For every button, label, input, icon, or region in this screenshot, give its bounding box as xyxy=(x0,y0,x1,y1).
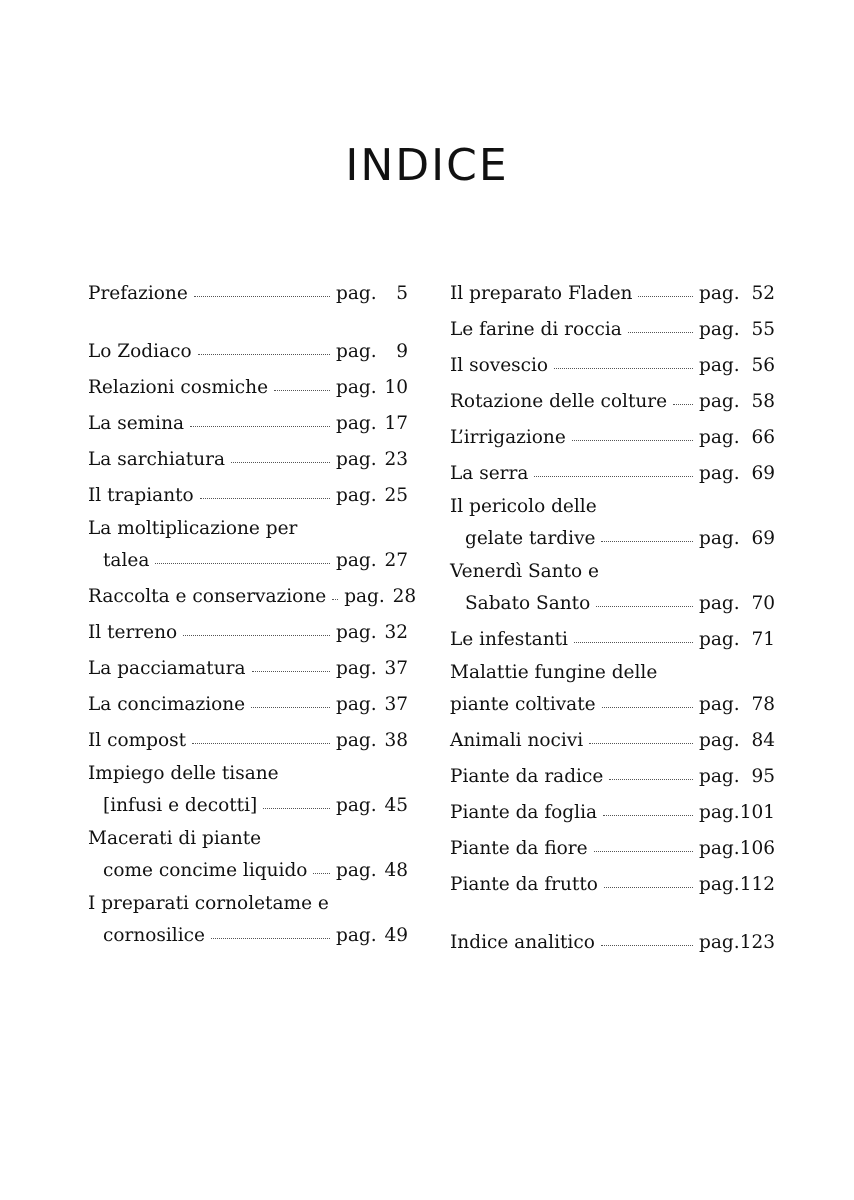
toc-entry xyxy=(450,312,775,348)
page-abbrev: pag. xyxy=(336,925,377,946)
page-abbrev: pag. xyxy=(699,528,740,549)
toc-entry xyxy=(88,370,408,406)
page-number: 45 xyxy=(384,795,408,816)
page-number: 69 xyxy=(751,463,775,484)
page-number: 55 xyxy=(751,319,775,340)
toc-entry-title: Indice analitico xyxy=(450,932,595,953)
dot-leader xyxy=(274,386,330,391)
dot-leader xyxy=(596,602,693,607)
toc-entry-title: La serra xyxy=(450,463,529,484)
toc-entry xyxy=(88,442,408,478)
toc-entry-title: Piante da foglia xyxy=(450,802,598,823)
dot-leader xyxy=(572,436,693,441)
toc-entry xyxy=(88,478,408,514)
toc-entry xyxy=(450,759,775,795)
dot-leader xyxy=(198,350,330,355)
page-abbrev: pag. xyxy=(699,932,740,953)
dot-leader xyxy=(263,804,330,809)
dot-leader xyxy=(603,811,693,816)
dot-leader xyxy=(601,941,693,946)
page-abbrev: pag. xyxy=(699,593,740,614)
toc-entry xyxy=(450,348,775,384)
section-gap xyxy=(88,312,408,334)
section-gap xyxy=(450,903,775,925)
toc-entry xyxy=(88,723,408,759)
page-abbrev: pag. xyxy=(699,391,740,412)
dot-leader xyxy=(604,883,693,888)
toc-entry xyxy=(88,334,408,370)
toc-entry-title: Il terreno xyxy=(88,622,178,643)
page-abbrev: pag. xyxy=(699,319,740,340)
page-abbrev: pag. xyxy=(336,283,377,304)
dot-leader xyxy=(183,631,330,636)
toc-entry-title-continued: cornosilice xyxy=(103,925,205,946)
page-abbrev: pag. xyxy=(699,283,740,304)
toc-entry-title: La sarchiatura xyxy=(88,449,226,470)
toc-entry-title: Rotazione delle colture xyxy=(450,391,668,412)
toc-entry xyxy=(450,723,775,759)
dot-leader xyxy=(602,703,693,708)
dot-leader xyxy=(211,934,330,939)
page-abbrev: pag. xyxy=(336,860,377,881)
page-number: 106 xyxy=(739,838,775,859)
page-number: 32 xyxy=(384,622,408,643)
page-abbrev: pag. xyxy=(336,449,377,470)
page-number: 70 xyxy=(751,593,775,614)
toc-entry-title-continued: come concime liquido xyxy=(103,860,308,881)
toc-entry xyxy=(88,651,408,687)
toc-entry xyxy=(88,889,408,954)
page-number: 5 xyxy=(396,283,408,304)
toc-entry xyxy=(88,276,408,312)
toc-entry-title: Relazioni cosmiche xyxy=(88,377,269,398)
toc-entry-title-continued: Sabato Santo xyxy=(465,593,591,614)
page-title: INDICE xyxy=(345,140,509,191)
page-number: 28 xyxy=(392,586,417,607)
toc-entry-title-continued: talea xyxy=(103,550,150,571)
toc-entry-title: La pacciamatura xyxy=(88,658,246,679)
toc-entry xyxy=(88,687,408,723)
toc-entry-title: Il compost xyxy=(88,730,187,751)
page-number: 25 xyxy=(384,485,408,506)
toc-entry-title: La concimazione xyxy=(88,694,246,715)
toc-entry-title: Malattie fungine delle xyxy=(450,662,658,683)
toc-entry xyxy=(88,759,408,824)
dot-leader xyxy=(200,494,330,499)
dot-leader xyxy=(594,847,693,852)
toc-entry xyxy=(88,615,408,651)
toc-entry-title: Il pericolo delle xyxy=(450,496,597,517)
toc-entry-title: La semina xyxy=(88,413,185,434)
dot-leader xyxy=(601,537,693,542)
toc-entry xyxy=(88,514,408,579)
toc-entry xyxy=(88,824,408,889)
dot-leader xyxy=(609,775,693,780)
page-number: 78 xyxy=(751,694,775,715)
page-abbrev: pag. xyxy=(336,485,377,506)
page-number: 84 xyxy=(751,730,775,751)
page-number: 49 xyxy=(384,925,408,946)
toc-entry-title: Il sovescio xyxy=(450,355,549,376)
toc-entry xyxy=(450,622,775,658)
page-number: 37 xyxy=(384,658,408,679)
dot-leader xyxy=(194,292,330,297)
dot-leader xyxy=(190,422,330,427)
toc-entry-title: I preparati cornoletame e xyxy=(88,893,329,914)
dot-leader xyxy=(589,739,693,744)
page-number: 95 xyxy=(751,766,775,787)
page-number: 23 xyxy=(384,449,408,470)
page-abbrev: pag. xyxy=(336,795,377,816)
page-abbrev: pag. xyxy=(336,658,377,679)
toc-entry-title: Venerdì Santo e xyxy=(450,561,599,582)
page-abbrev: pag. xyxy=(699,355,740,376)
page-abbrev: pag. xyxy=(699,629,740,650)
toc-entry-title-continued: piante coltivate xyxy=(450,694,596,715)
dot-leader xyxy=(534,472,693,477)
toc-entry-title-continued: [infusi e decotti] xyxy=(103,795,258,816)
page-abbrev: pag. xyxy=(699,766,740,787)
toc-entry-title: Animali nocivi xyxy=(450,730,584,751)
page-number: 101 xyxy=(739,802,775,823)
page-number: 9 xyxy=(396,341,408,362)
page-number: 69 xyxy=(751,528,775,549)
toc-entry xyxy=(450,492,775,557)
page-abbrev: pag. xyxy=(699,802,740,823)
toc-entry xyxy=(450,658,775,723)
page-number: 27 xyxy=(384,550,408,571)
dot-leader xyxy=(313,869,330,874)
page-abbrev: pag. xyxy=(344,586,385,607)
page-abbrev: pag. xyxy=(336,377,377,398)
toc-entry xyxy=(88,579,417,615)
toc-entry xyxy=(450,557,775,622)
page-abbrev: pag. xyxy=(336,622,377,643)
toc-entry-title: Piante da radice xyxy=(450,766,604,787)
page-abbrev: pag. xyxy=(336,341,377,362)
toc-entry-title: Piante da frutto xyxy=(450,874,598,895)
page-abbrev: pag. xyxy=(699,463,740,484)
dot-leader xyxy=(628,328,693,333)
dot-leader xyxy=(638,292,693,297)
toc-column-left xyxy=(88,276,417,954)
page-number: 38 xyxy=(384,730,408,751)
page-number: 17 xyxy=(384,413,408,434)
page-number: 112 xyxy=(739,874,775,895)
toc-entry-title-continued: gelate tardive xyxy=(465,528,596,549)
page-abbrev: pag. xyxy=(699,694,740,715)
page-abbrev: pag. xyxy=(699,838,740,859)
dot-leader xyxy=(574,638,693,643)
toc-entry xyxy=(88,406,408,442)
page-number: 52 xyxy=(751,283,775,304)
toc-entry xyxy=(450,384,775,420)
toc-entry xyxy=(450,456,775,492)
dot-leader xyxy=(332,595,338,600)
toc-entry-title: Lo Zodiaco xyxy=(88,341,192,362)
page-abbrev: pag. xyxy=(336,694,377,715)
dot-leader xyxy=(673,400,693,405)
page-abbrev: pag. xyxy=(699,874,740,895)
dot-leader xyxy=(252,667,330,672)
page-number: 66 xyxy=(751,427,775,448)
toc-entry-title: Impiego delle tisane xyxy=(88,763,279,784)
toc-entry-title: Raccolta e conservazione xyxy=(88,586,327,607)
page-number: 48 xyxy=(384,860,408,881)
page-number: 123 xyxy=(739,932,775,953)
toc-entry-title: Le infestanti xyxy=(450,629,568,650)
toc-entry-title: L’irrigazione xyxy=(450,427,566,448)
toc-entry-title: La moltiplicazione per xyxy=(88,518,298,539)
dot-leader xyxy=(192,739,330,744)
toc-entry xyxy=(450,867,775,903)
page-abbrev: pag. xyxy=(336,550,377,571)
dot-leader xyxy=(251,703,330,708)
toc-entry-title: Il trapianto xyxy=(88,485,194,506)
toc-entry xyxy=(450,795,775,831)
page-abbrev: pag. xyxy=(336,413,377,434)
dot-leader xyxy=(155,559,330,564)
toc-entry xyxy=(450,831,775,867)
page-number: 71 xyxy=(751,629,775,650)
toc-column-right xyxy=(450,276,775,961)
page-abbrev: pag. xyxy=(699,427,740,448)
dot-leader xyxy=(231,458,330,463)
page-abbrev: pag. xyxy=(336,730,377,751)
toc-entry-title: Piante da fiore xyxy=(450,838,588,859)
page-number: 56 xyxy=(751,355,775,376)
toc-entry-title: Le farine di roccia xyxy=(450,319,622,340)
toc-entry-title: Macerati di piante xyxy=(88,828,262,849)
toc-entry-title: Prefazione xyxy=(88,283,188,304)
toc-entry xyxy=(450,925,775,961)
page-abbrev: pag. xyxy=(699,730,740,751)
toc-entry xyxy=(450,420,775,456)
dot-leader xyxy=(554,364,693,369)
toc-entry-title: Il preparato Fladen xyxy=(450,283,633,304)
toc-entry xyxy=(450,276,775,312)
page-number: 37 xyxy=(384,694,408,715)
page-number: 10 xyxy=(384,377,408,398)
page-number: 58 xyxy=(751,391,775,412)
